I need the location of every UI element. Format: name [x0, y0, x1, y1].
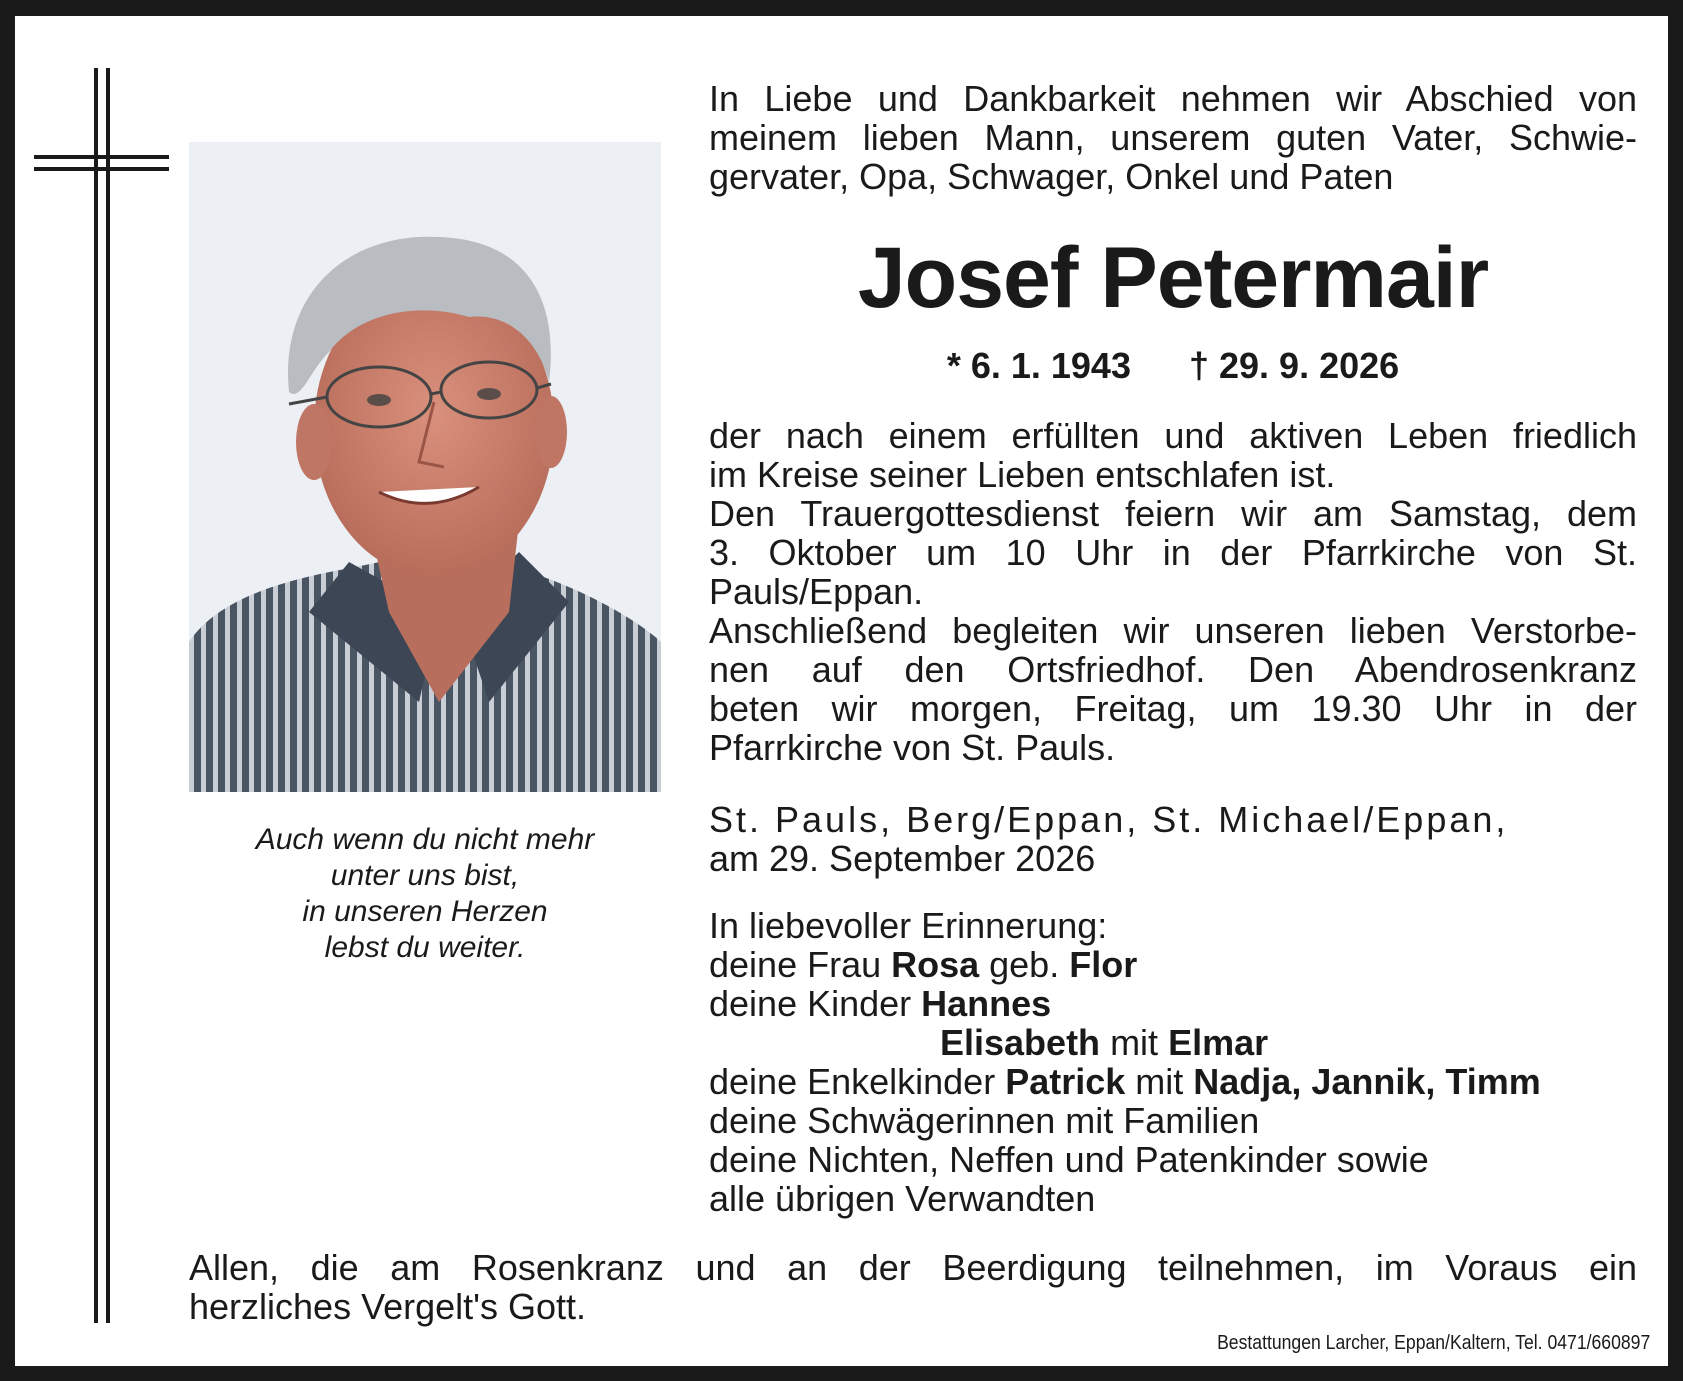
funeral-home-credit: Bestattungen Larcher, Eppan/Kaltern, Tel. 0471/660897	[1216, 1332, 1650, 1354]
cross-icon	[0, 0, 200, 1381]
family-heading: In liebevoller Erinnerung:	[709, 905, 1108, 946]
portrait-photo	[189, 142, 661, 792]
family-nieces: deine Nichten, Neffen und Patenkinder sowie	[709, 1139, 1429, 1180]
place-line: St. Pauls, Berg/Eppan, St. Michael/Eppan,	[709, 799, 1509, 840]
body-line: Pauls/Eppan.	[709, 571, 924, 612]
family-grandchildren: deine Enkelkinder Patrick mit Nadja, Jannik, Timm	[709, 1061, 1541, 1102]
deceased-name: Josef Petermair	[857, 230, 1489, 326]
family-children-2: Elisabeth mit Elmar	[940, 1022, 1269, 1063]
body-line: Den Trauergottesdienst feiern wir am Samstag, dem	[709, 493, 1637, 534]
quote-line: in unseren Herzen	[302, 895, 548, 928]
family-list	[709, 906, 1637, 1218]
quote-line: unter uns bist,	[330, 859, 520, 892]
thanks-line: Allen, die am Rosenkranz und an der Beerdigung teilnehmen, im Voraus ein	[189, 1247, 1637, 1288]
body-line: Pfarrkirche von St. Pauls.	[709, 727, 1116, 768]
intro-text	[709, 79, 1637, 196]
death-date: † 29. 9. 2026	[1188, 345, 1400, 386]
intro-line: meinem lieben Mann, unserem guten Vater, Schwie-	[709, 117, 1637, 158]
body-line: beten wir morgen, Freitag, um 19.30 Uhr in der	[709, 688, 1637, 729]
body-line: 3. Oktober um 10 Uhr in der Pfarrkirche von St.	[709, 532, 1637, 573]
quote-line: Auch wenn du nicht mehr	[255, 823, 595, 856]
body-line: im Kreise seiner Lieben entschlafen ist.	[709, 454, 1336, 495]
family-wife: deine Frau Rosa geb. Flor	[709, 944, 1138, 985]
birth-date: * 6. 1. 1943	[946, 345, 1131, 386]
intro-line: In Liebe und Dankbarkeit nehmen wir Abschied von	[709, 78, 1637, 119]
body-line: der nach einem erfüllten und aktiven Leben friedlich	[709, 415, 1637, 456]
body-line: nen auf den Ortsfriedhof. Den Abendrosenkranz	[709, 649, 1637, 690]
service-text	[709, 416, 1637, 767]
family-sisters-in-law: deine Schwägerinnen mit Familien	[709, 1100, 1260, 1141]
place-date	[709, 800, 1637, 878]
family-children: deine Kinder Hannes	[709, 983, 1052, 1024]
intro-line: gervater, Opa, Schwager, Onkel und Paten	[709, 156, 1394, 197]
life-dates	[709, 346, 1637, 386]
memorial-quote	[189, 822, 661, 966]
thanks-text	[189, 1248, 1637, 1326]
quote-line: lebst du weiter.	[324, 931, 526, 964]
date-line: am 29. September 2026	[709, 838, 1096, 879]
family-rest: alle übrigen Verwandten	[709, 1178, 1096, 1219]
body-line: Anschließend begleiten wir unseren lieben Verstorbe-	[709, 610, 1637, 651]
thanks-line: herzliches Vergelt's Gott.	[189, 1286, 587, 1327]
